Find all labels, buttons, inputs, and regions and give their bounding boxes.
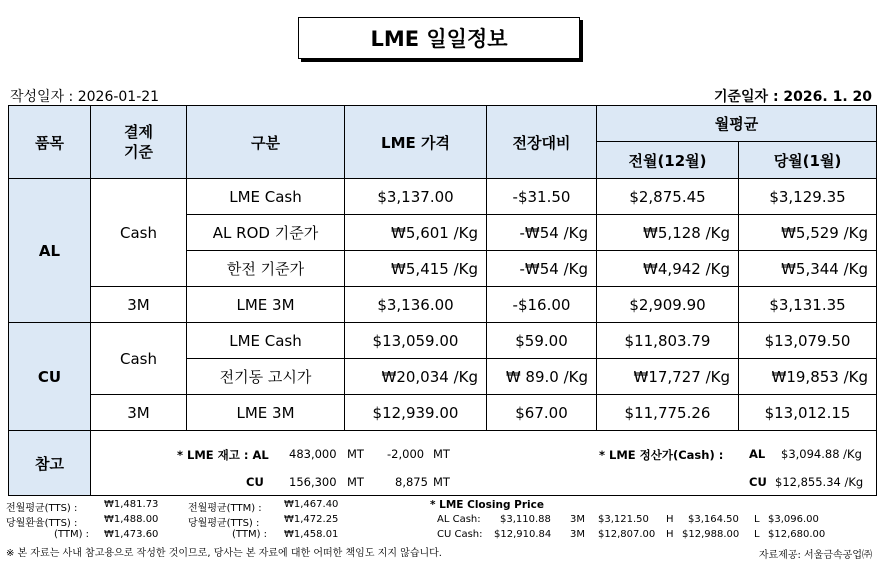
closing-al-h-label: H [666, 514, 674, 525]
header-settle: 결제 기준 [91, 106, 187, 179]
closing-cu-l-label: L [754, 529, 760, 540]
cu-stock-unit: MT [347, 475, 364, 489]
footer-prev-tts: ₩1,481.73 [104, 499, 159, 510]
closing-cu-3m: $12,807.00 [598, 529, 656, 540]
footer-cur-ttm: ₩1,473.60 [104, 529, 159, 540]
created-label: 작성일자 : [10, 89, 74, 105]
cu-change-unit: MT [433, 475, 450, 489]
settle-cash: Cash [91, 323, 187, 395]
reference-label: 참고 [9, 431, 91, 496]
header-this-month: 당월(1월) [739, 142, 877, 179]
price-cell: $3,137.00 [345, 179, 487, 215]
created-date-line [10, 86, 159, 106]
closing-cu-3m-label: 3M [570, 529, 585, 540]
change-cell: ₩ 89.0 /Kg [487, 359, 597, 395]
table-row [9, 287, 877, 323]
closing-al-label: AL Cash: [437, 514, 481, 525]
al-stock: 483,000 [289, 447, 337, 461]
closing-al-low: $3,096.00 [768, 514, 819, 525]
change-cell: -$16.00 [487, 287, 597, 323]
base-label: 기준일자 : [713, 89, 779, 105]
footer-cur-tts: ₩1,488.00 [104, 514, 159, 525]
category-cell: 한전 기준가 [187, 251, 345, 287]
category-cell: LME 3M [187, 395, 345, 431]
cur-cell: $13,079.50 [739, 323, 877, 359]
prev-cell: ₩5,128 /Kg [597, 215, 739, 251]
closing-title: * LME Closing Price [430, 499, 544, 511]
page-title: LME 일일정보 [298, 17, 580, 59]
settle-3m: 3M [91, 395, 187, 431]
cur-cell: ₩5,529 /Kg [739, 215, 877, 251]
disclaimer: ※ 본 자료는 사내 참고용으로 작성한 것이므로, 당사는 본 자료에 대한 어떠한 책임도 지지 않습니다. [6, 548, 442, 559]
settle-cu-price: $12,855.34 /Kg [775, 475, 864, 489]
lme-price-table [8, 105, 877, 496]
change-cell: -₩54 /Kg [487, 251, 597, 287]
header-item: 품목 [9, 106, 91, 179]
al-stock-change: -2,000 [387, 447, 425, 461]
cu-stock-change: 8,875 [395, 475, 428, 489]
footer-prev-ttm: ₩1,467.40 [284, 499, 339, 510]
al-change-unit: MT [433, 447, 450, 461]
price-cell: ₩5,601 /Kg [345, 215, 487, 251]
prev-cell: $11,775.26 [597, 395, 739, 431]
prev-cell: $2,909.90 [597, 287, 739, 323]
reference-row [9, 431, 877, 496]
table-row [9, 323, 877, 359]
cur-cell: $13,012.15 [739, 395, 877, 431]
closing-al-3m-label: 3M [570, 514, 585, 525]
header-lme-price: LME 가격 [345, 106, 487, 179]
closing-cu-low: $12,680.00 [768, 529, 826, 540]
change-cell: -$31.50 [487, 179, 597, 215]
header-change: 전장대비 [487, 106, 597, 179]
footer-cur-tts-label: 당월환율(TTS) : [6, 518, 78, 529]
header-prev-month: 전월(12월) [597, 142, 739, 179]
table-row [9, 395, 877, 431]
cur-cell: $3,131.35 [739, 287, 877, 323]
header-monthly-avg: 월평균 [597, 106, 877, 142]
price-cell: $3,136.00 [345, 287, 487, 323]
data-source: 자료제공: 서울금속공업㈜ [758, 550, 872, 561]
table-row [9, 179, 877, 215]
settle-cash: Cash [91, 179, 187, 287]
closing-cu-cash: $12,910.84 [494, 529, 552, 540]
footer-cur-avg: ₩1,472.25 [284, 514, 339, 525]
price-cell: ₩5,415 /Kg [345, 251, 487, 287]
cur-cell: ₩19,853 /Kg [739, 359, 877, 395]
settle-3m: 3M [91, 287, 187, 323]
closing-cu-label: CU Cash: [437, 529, 483, 540]
prev-cell: $11,803.79 [597, 323, 739, 359]
reference-content [91, 431, 877, 496]
prev-cell: ₩17,727 /Kg [597, 359, 739, 395]
change-cell: -₩54 /Kg [487, 215, 597, 251]
settle-al-price: $3,094.88 /Kg [781, 447, 862, 461]
closing-al-cash: $3,110.88 [500, 514, 551, 525]
closing-cu-high: $12,988.00 [682, 529, 740, 540]
footer-prev-tts-label: 전월평균(TTS) : [6, 503, 78, 514]
category-cell: LME Cash [187, 323, 345, 359]
al-stock-unit: MT [347, 447, 364, 461]
category-cell: 전기동 고시가 [187, 359, 345, 395]
prev-cell: ₩4,942 /Kg [597, 251, 739, 287]
created-date: 2026-01-21 [77, 89, 160, 105]
change-cell: $67.00 [487, 395, 597, 431]
cu-stock: 156,300 [289, 475, 337, 489]
category-cell: AL ROD 기준가 [187, 215, 345, 251]
change-cell: $59.00 [487, 323, 597, 359]
cur-cell: $3,129.35 [739, 179, 877, 215]
closing-al-high: $3,164.50 [688, 514, 739, 525]
category-cell: LME Cash [187, 179, 345, 215]
price-cell: $12,939.00 [345, 395, 487, 431]
base-date: 2026. 1. 20 [783, 89, 872, 105]
footer-cur-avg-label: 당월평균(TTS) : [188, 518, 260, 529]
price-cell: $13,059.00 [345, 323, 487, 359]
closing-al-3m: $3,121.50 [598, 514, 649, 525]
price-cell: ₩20,034 /Kg [345, 359, 487, 395]
category-cell: LME 3M [187, 287, 345, 323]
item-cu: CU [9, 323, 91, 431]
stock-title: * LME 재고 : AL [177, 448, 269, 462]
header-category: 구분 [187, 106, 345, 179]
cur-cell: ₩5,344 /Kg [739, 251, 877, 287]
cu-stock-label: CU [246, 475, 264, 489]
closing-cu-h-label: H [666, 529, 674, 540]
footer-avg-ttm: ₩1,458.01 [284, 529, 339, 540]
closing-al-l-label: L [754, 514, 760, 525]
footer-cur-ttm-label: (TTM) : [54, 529, 90, 540]
base-date-line [714, 86, 872, 106]
item-al: AL [9, 179, 91, 323]
settle-title: * LME 정산가(Cash) : [599, 448, 724, 462]
footer-avg-ttm-label: (TTM) : [232, 529, 268, 540]
footer-prev-ttm-label: 전월평균(TTM) : [188, 503, 262, 514]
prev-cell: $2,875.45 [597, 179, 739, 215]
settle-al-label: AL [749, 447, 766, 461]
settle-cu-label: CU [749, 475, 767, 489]
